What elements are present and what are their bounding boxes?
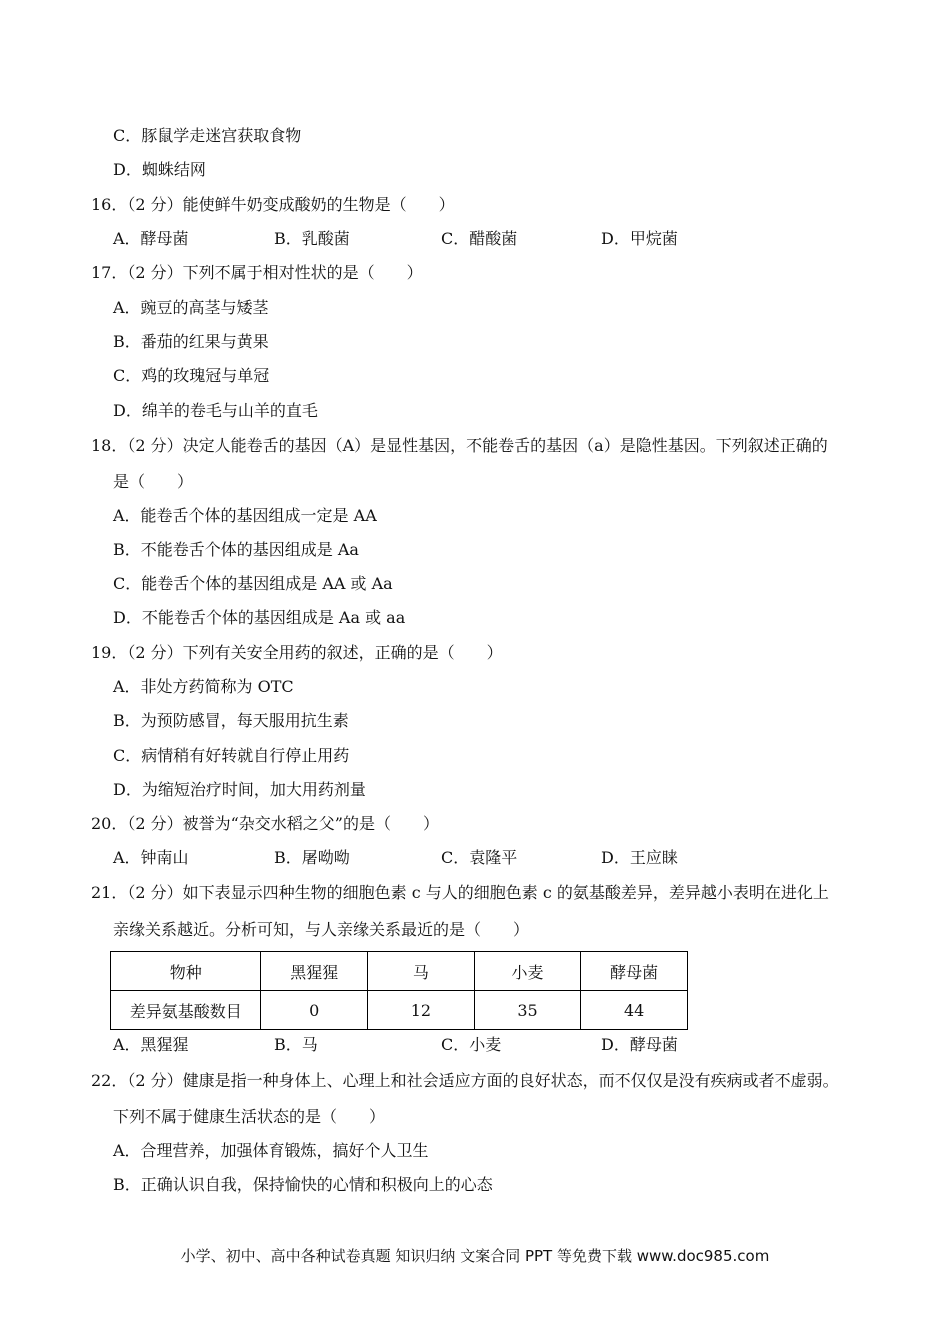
q15-option-d: D．蜘蛛结网: [113, 160, 206, 179]
q19-option-c: C．病情稍有好转就自行停止用药: [113, 746, 350, 765]
q21-option-d: D．酵母菌: [601, 1035, 678, 1054]
q16-option-d: D．甲烷菌: [601, 229, 678, 248]
q17-option-c: C．鸡的玫瑰冠与单冠: [113, 366, 270, 385]
q21-stem-line1: 21．（2 分）如下表显示四种生物的细胞色素 c 与人的细胞色素 c 的氨基酸差异，差异越小表明在进化上: [91, 883, 829, 902]
table-cell: 35: [474, 991, 581, 1030]
table-cell: 物种: [111, 952, 261, 991]
q20-option-a: A．钟南山: [113, 848, 189, 867]
q18-stem-line2: 是（ ）: [113, 472, 194, 491]
table-cell: 12: [368, 991, 475, 1030]
q17-option-a: A．豌豆的高茎与矮茎: [113, 298, 269, 317]
table-cell: 黑猩猩: [261, 952, 368, 991]
q20-option-b: B．屠呦呦: [274, 848, 350, 867]
q17-option-d: D．绵羊的卷毛与山羊的直毛: [113, 401, 318, 420]
q19-option-b: B．为预防感冒，每天服用抗生素: [113, 711, 349, 730]
q19-stem: 19．（2 分）下列有关安全用药的叙述，正确的是（ ）: [91, 643, 503, 662]
q19-option-d: D．为缩短治疗时间，加大用药剂量: [113, 780, 366, 799]
q17-stem: 17．（2 分）下列不属于相对性状的是（ ）: [91, 263, 423, 282]
q22-stem-line1: 22．（2 分）健康是指一种身体上、心理上和社会适应方面的良好状态，而不仅仅是没有疾病或者不虚弱。: [91, 1071, 839, 1090]
q18-option-a: A．能卷舌个体的基因组成一定是 AA: [113, 506, 377, 525]
q16-option-c: C．醋酸菌: [441, 229, 518, 248]
q20-option-c: C．袁隆平: [441, 848, 518, 867]
table-cell: 44: [581, 991, 688, 1030]
q18-option-d: D．不能卷舌个体的基因组成是 Aa 或 aa: [113, 608, 406, 627]
q20-option-d: D．王应睐: [601, 848, 678, 867]
table-cell: 酵母菌: [581, 952, 688, 991]
q18-option-b: B．不能卷舌个体的基因组成是 Aa: [113, 540, 359, 559]
q16-option-a: A．酵母菌: [113, 229, 189, 248]
q20-stem: 20．（2 分）被誉为“杂交水稻之父”的是（ ）: [91, 814, 439, 833]
q21-option-b: B．马: [274, 1035, 318, 1054]
q22-stem-line2: 下列不属于健康生活状态的是（ ）: [113, 1107, 386, 1126]
q16-stem: 16．（2 分）能使鲜牛奶变成酸奶的生物是（ ）: [91, 195, 455, 214]
table-cell: 0: [261, 991, 368, 1030]
table-cell: 马: [368, 952, 475, 991]
q16-option-b: B．乳酸菌: [274, 229, 350, 248]
q18-option-c: C．能卷舌个体的基因组成是 AA 或 Aa: [113, 574, 393, 593]
cytochrome-table: [110, 951, 688, 1030]
q18-stem-line1: 18．（2 分）决定人能卷舌的基因（A）是显性基因，不能卷舌的基因（a）是隐性基因。下列叙述正确的: [91, 436, 828, 455]
q19-option-a: A．非处方药简称为 OTC: [113, 677, 294, 696]
q21-option-a: A．黑猩猩: [113, 1035, 189, 1054]
q17-option-b: B．番茄的红果与黄果: [113, 332, 269, 351]
page-footer: 小学、初中、高中各种试卷真题 知识归纳 文案合同 PPT 等免费下载 www.doc985.com: [180, 1247, 770, 1265]
table-row: [111, 991, 688, 1030]
q22-option-b: B．正确认识自我，保持愉快的心情和积极向上的心态: [113, 1175, 493, 1194]
q21-option-c: C．小麦: [441, 1035, 502, 1054]
table-cell: 小麦: [474, 952, 581, 991]
table-cell: 差异氨基酸数目: [111, 991, 261, 1030]
q15-option-c: C．豚鼠学走迷宫获取食物: [113, 126, 302, 145]
q22-option-a: A．合理营养，加强体育锻炼，搞好个人卫生: [113, 1141, 429, 1160]
q21-stem-line2: 亲缘关系越近。分析可知，与人亲缘关系最近的是（ ）: [113, 920, 530, 939]
table-header-row: [111, 952, 688, 991]
